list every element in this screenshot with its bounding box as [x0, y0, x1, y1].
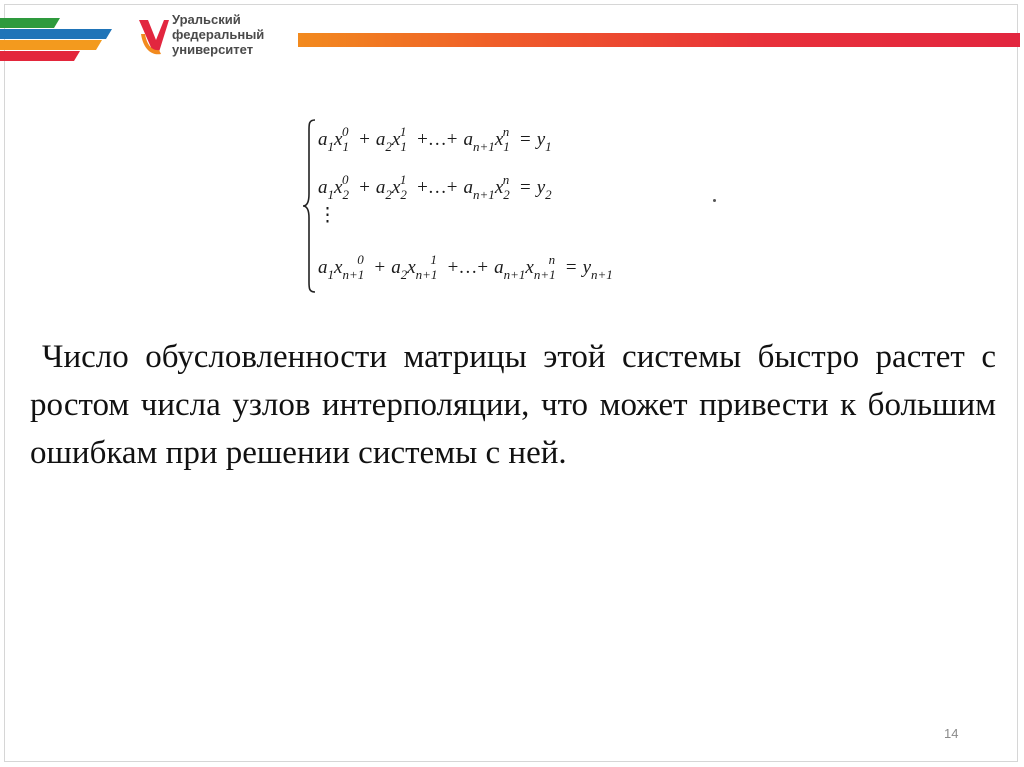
logo-line-3: университет: [172, 42, 254, 57]
logo-line-2: федеральный: [172, 27, 265, 42]
university-name: [172, 12, 292, 57]
body-paragraph: Число обусловленности матрицы этой системы быстро растет с ростом числа узлов интерполяции, что может привести к большим ошибкам при решении системы с ней.: [30, 339, 996, 471]
stray-dot: [713, 199, 716, 202]
university-logo-icon: [137, 14, 171, 58]
equation-vdots: ⋮: [318, 205, 337, 226]
page-number: 14: [944, 726, 959, 741]
equation-system: [300, 118, 740, 294]
header-gradient-bar: [298, 33, 1020, 47]
equation-line-last: $a_1x_{n+1}^0 + a_2x_{n+1}^1$ +…+ $a_{n+1}x_{n+1}^n = y_{n+1}$: [318, 252, 613, 282]
equation-line-2: $a_1x_2^0 + a_2x_2^1$ +…+ $a_{n+1}x_2^n = y_2$: [318, 172, 552, 202]
logo-line-1: Уральский: [172, 12, 241, 27]
left-brace-icon: [300, 118, 318, 294]
brand-stripes: [0, 0, 115, 70]
slide-header: [0, 0, 1024, 90]
equation-line-1: $a_1x_1^0 + a_2x_1^1$ +…+ $a_{n+1}x_1^n = y_1$: [318, 124, 552, 154]
